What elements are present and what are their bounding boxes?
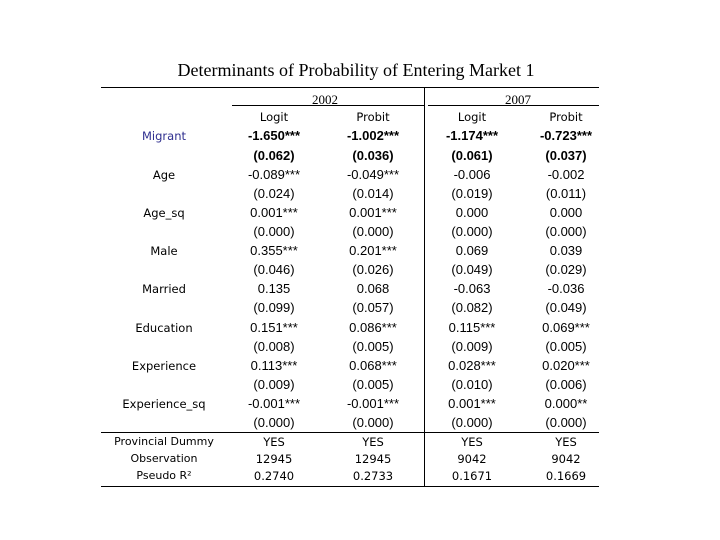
coef-cell: 0.151*** bbox=[250, 320, 298, 335]
table-title: Determinants of Probability of Entering Market 1 bbox=[177, 60, 535, 80]
coef-cell: 0.001*** bbox=[448, 396, 496, 411]
coef-cell: -0.723*** bbox=[539, 128, 593, 143]
coef-cell: 0.039 bbox=[549, 243, 583, 258]
coef-cell: -0.006 bbox=[453, 167, 491, 182]
coef-cell: 0.113*** bbox=[250, 358, 298, 373]
coef-cell: 0.068 bbox=[356, 281, 390, 296]
coef-cell: -1.174*** bbox=[445, 128, 499, 143]
footer-cell: YES bbox=[263, 435, 285, 449]
variable-label-education: Education bbox=[135, 321, 193, 335]
footer-cell: 0.1669 bbox=[545, 469, 587, 483]
coef-cell: 0.001*** bbox=[250, 205, 298, 220]
se-cell: (0.010) bbox=[451, 377, 493, 392]
se-cell: (0.057) bbox=[352, 300, 394, 315]
se-cell: (0.036) bbox=[352, 148, 394, 163]
top-rule bbox=[101, 87, 599, 88]
se-cell: (0.014) bbox=[352, 186, 394, 201]
coef-cell: -0.001*** bbox=[247, 396, 301, 411]
variable-label-age-sq: Age_sq bbox=[143, 206, 185, 220]
variable-label-married: Married bbox=[142, 282, 186, 296]
footer-cell: YES bbox=[555, 435, 577, 449]
variable-label-experience: Experience bbox=[131, 359, 197, 373]
se-cell: (0.008) bbox=[253, 339, 295, 354]
coef-cell: 0.001*** bbox=[349, 205, 397, 220]
model-header-logit-2007: Logit bbox=[457, 110, 487, 124]
footer-cell: 0.2740 bbox=[253, 469, 295, 483]
se-cell: (0.026) bbox=[352, 262, 394, 277]
coef-cell: -0.002 bbox=[547, 167, 585, 182]
coef-cell: 0.069*** bbox=[542, 320, 590, 335]
se-cell: (0.049) bbox=[545, 300, 587, 315]
coef-cell: 0.028*** bbox=[448, 358, 496, 373]
coef-cell: -0.036 bbox=[547, 281, 585, 296]
coef-cell: -0.063 bbox=[453, 281, 491, 296]
se-cell: (0.005) bbox=[545, 339, 587, 354]
coef-cell: 0.069 bbox=[455, 243, 489, 258]
model-header-logit-2002: Logit bbox=[259, 110, 289, 124]
se-cell: (0.029) bbox=[545, 262, 587, 277]
model-header-probit-2002: Probit bbox=[356, 110, 390, 124]
se-cell: (0.000) bbox=[451, 224, 493, 239]
se-cell: (0.037) bbox=[545, 148, 587, 163]
coef-cell: -1.650*** bbox=[247, 128, 301, 143]
se-cell: (0.000) bbox=[352, 224, 394, 239]
coef-cell: 0.135 bbox=[257, 281, 291, 296]
se-cell: (0.061) bbox=[451, 148, 493, 163]
footer-cell: 0.2733 bbox=[352, 469, 394, 483]
coef-cell: 0.000 bbox=[455, 205, 489, 220]
footer-cell: 9042 bbox=[457, 452, 487, 466]
bottom-rule bbox=[101, 486, 599, 487]
se-cell: (0.009) bbox=[253, 377, 295, 392]
footer-cell: YES bbox=[362, 435, 384, 449]
coef-cell: -0.089*** bbox=[247, 167, 301, 182]
coef-cell: -0.049*** bbox=[346, 167, 400, 182]
se-cell: (0.009) bbox=[451, 339, 493, 354]
se-cell: (0.000) bbox=[253, 224, 295, 239]
se-cell: (0.005) bbox=[352, 339, 394, 354]
coef-cell: 0.068*** bbox=[349, 358, 397, 373]
footer-cell: 12945 bbox=[255, 452, 293, 466]
coef-cell: 0.086*** bbox=[349, 320, 397, 335]
year-header-2007: 2007 bbox=[505, 92, 531, 107]
se-cell: (0.000) bbox=[545, 415, 587, 430]
variable-label-experience-sq: Experience_sq bbox=[122, 397, 206, 411]
coef-cell: 0.115*** bbox=[448, 320, 496, 335]
se-cell: (0.062) bbox=[253, 148, 295, 163]
se-cell: (0.000) bbox=[545, 224, 587, 239]
coef-cell: -0.001*** bbox=[346, 396, 400, 411]
se-cell: (0.019) bbox=[451, 186, 493, 201]
variable-label-migrant: Migrant bbox=[142, 129, 186, 143]
se-cell: (0.099) bbox=[253, 300, 295, 315]
coef-cell: 0.000** bbox=[544, 396, 588, 411]
se-cell: (0.046) bbox=[253, 262, 295, 277]
se-cell: (0.049) bbox=[451, 262, 493, 277]
coef-cell: 0.201*** bbox=[349, 243, 397, 258]
se-cell: (0.011) bbox=[545, 186, 587, 201]
year-header-2002: 2002 bbox=[312, 92, 338, 107]
se-cell: (0.005) bbox=[352, 377, 394, 392]
footer-label-provincial-dummy: Provincial Dummy bbox=[114, 435, 214, 448]
footer-label-pseudo-r2: Pseudo R² bbox=[136, 469, 192, 482]
variable-label-age: Age bbox=[152, 168, 176, 182]
footer-cell: YES bbox=[461, 435, 483, 449]
footer-cell: 9042 bbox=[551, 452, 581, 466]
footer-cell: 0.1671 bbox=[451, 469, 493, 483]
coef-cell: 0.020*** bbox=[542, 358, 590, 373]
column-divider bbox=[424, 88, 425, 486]
coef-bottom-rule bbox=[101, 432, 599, 433]
model-header-probit-2007: Probit bbox=[549, 110, 583, 124]
coef-cell: 0.355*** bbox=[250, 243, 298, 258]
se-cell: (0.006) bbox=[545, 377, 587, 392]
se-cell: (0.082) bbox=[451, 300, 493, 315]
se-cell: (0.024) bbox=[253, 186, 295, 201]
se-cell: (0.000) bbox=[253, 415, 295, 430]
variable-label-male: Male bbox=[150, 244, 178, 258]
coef-cell: 0.000 bbox=[549, 205, 583, 220]
footer-cell: 12945 bbox=[354, 452, 392, 466]
se-cell: (0.000) bbox=[352, 415, 394, 430]
footer-label-observation: Observation bbox=[130, 452, 198, 465]
se-cell: (0.000) bbox=[451, 415, 493, 430]
coef-cell: -1.002*** bbox=[346, 128, 400, 143]
